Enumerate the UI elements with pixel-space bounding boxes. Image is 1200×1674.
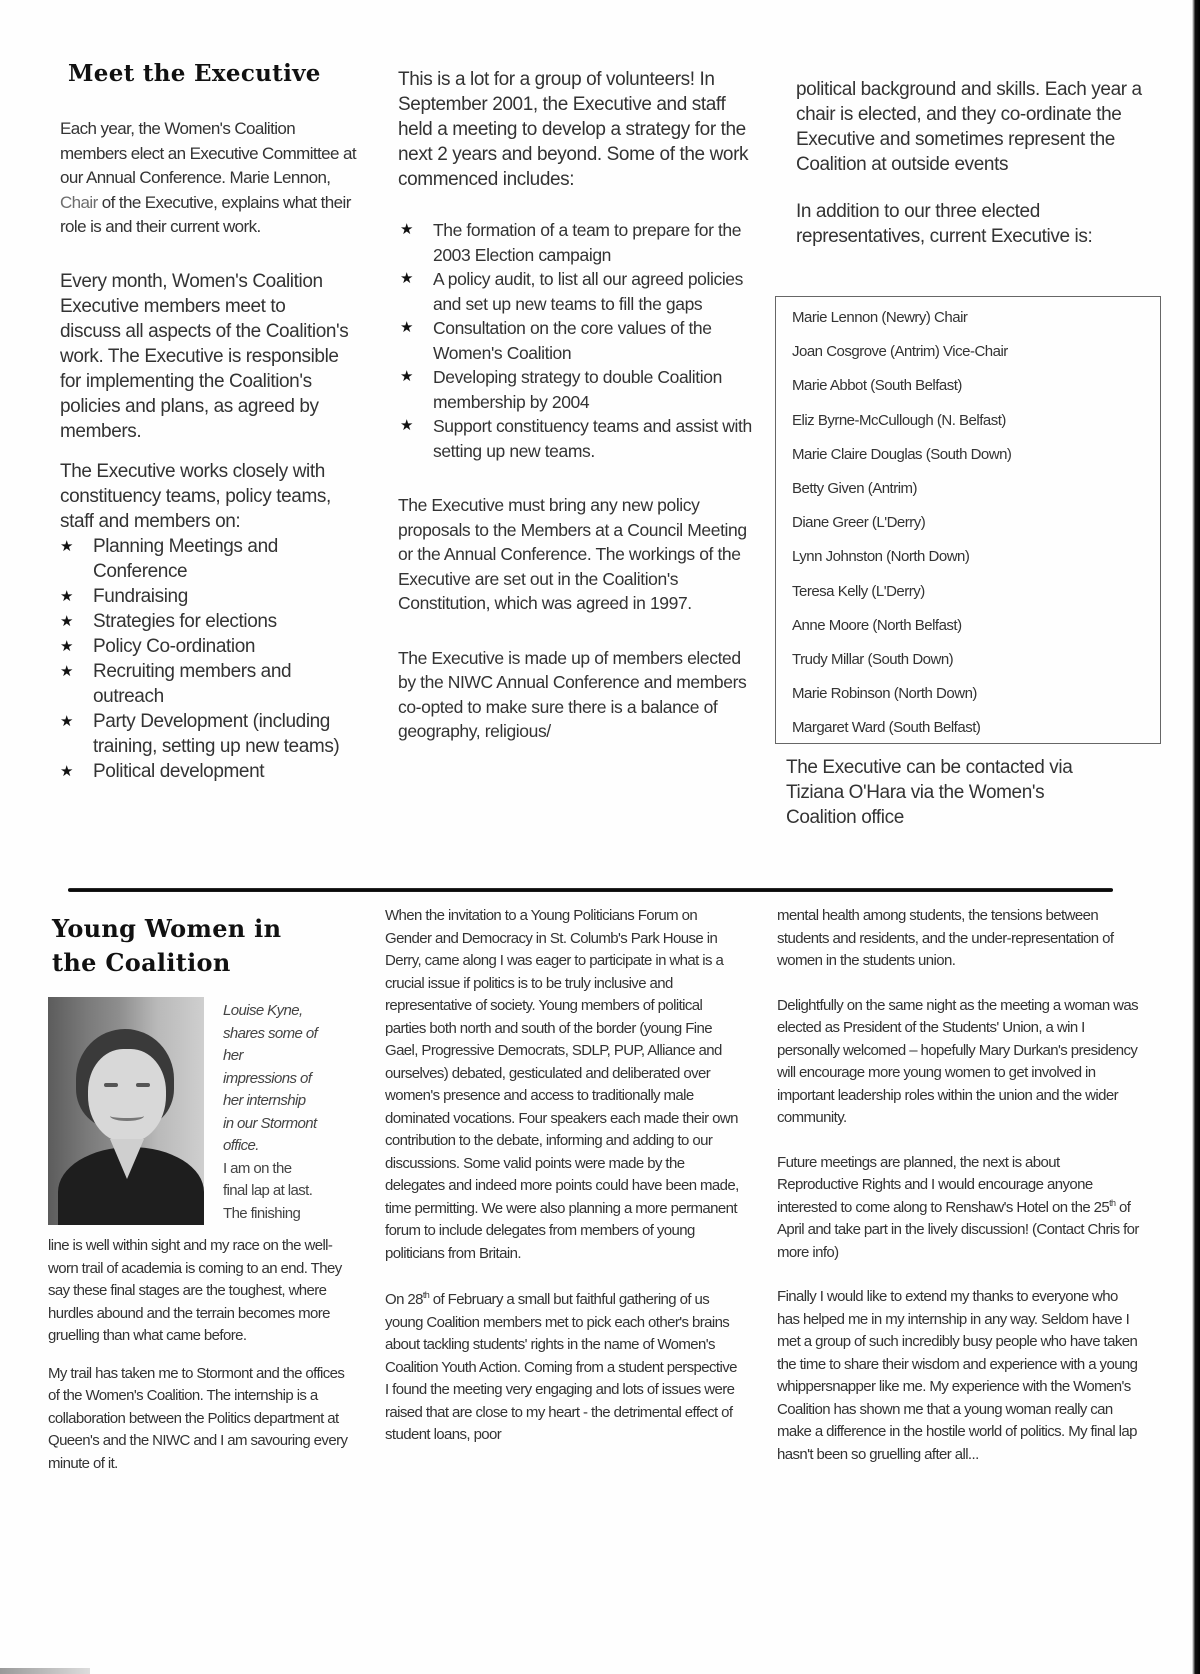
page-edge-bottom (0, 1668, 90, 1674)
list-item (60, 584, 360, 609)
executive-work-list (60, 534, 360, 784)
member-name: Margaret Ward (South Belfast) (792, 719, 981, 737)
list-item (60, 609, 360, 634)
text: of February a small but faithful gathering of us young Coalition members met to pick each other's brains about tackling students' rights in the name of Women's Coalition Youth Action. Coming from a student perspective I found the meeting very engaging and lots of issues were raised that are close to my heart - the detrimental effect of student loans, poor (385, 1291, 737, 1443)
member-name: Marie Lennon (Newry) Chair (792, 309, 968, 326)
executive-para-monthly: Every month, Women's Coalition Executive members meet to discuss all aspects of the Coalition's work. The Executive is responsible for implementing the Coalition's policies and plans, as agreed by members. (60, 270, 349, 442)
list-item (400, 218, 756, 267)
list-item-text: Policy Co-ordination (93, 635, 256, 657)
executive-para-works: The Executive works closely with constituency teams, policy teams, staff and members on: (60, 460, 331, 532)
page-edge-shadow (1192, 0, 1200, 1674)
star-icon: ★ (60, 587, 74, 605)
star-icon: ★ (400, 417, 414, 434)
member-name: Trudy Millar (South Down) (792, 651, 954, 669)
article-para-future-meetings (777, 1152, 1142, 1265)
star-icon: ★ (60, 612, 74, 630)
star-icon: ★ (400, 221, 414, 238)
young-women-column-3 (777, 905, 1142, 1466)
member-name: Anne Moore (North Belfast) (792, 616, 962, 634)
intro-line: her (223, 1047, 243, 1064)
list-item-text: Recruiting members and outreach (93, 660, 292, 707)
intro-text: Each year, the Women's Coalition members elect an Executive Committee at our Annual Conference. Marie Lennon, (60, 119, 356, 187)
list-item (400, 316, 756, 365)
section-divider (68, 888, 1113, 892)
member-name: Marie Abbot (South Belfast) (792, 377, 962, 395)
star-icon: ★ (60, 637, 74, 655)
article-para-thanks: Finally I would like to extend my thanks to everyone who has helped me in my internship in any way. Seldom have I met a group of such incredibly busy people who have taken the time to share their wisdom and experience with a young whippersnapper like me. My experience with the Women's Coalition has shown me that a young woman really can make a difference in the hostile world of politics. My final lap hasn't been so gruelling after all... (777, 1288, 1138, 1463)
photo-face (88, 1049, 166, 1143)
list-item (60, 659, 360, 709)
executive-column-1 (60, 117, 360, 784)
photo-smile (110, 1111, 144, 1121)
article-line: final lap at last. (223, 1182, 313, 1199)
star-icon: ★ (60, 712, 74, 730)
list-item (400, 414, 756, 463)
superscript: th (422, 1290, 430, 1300)
list-item-text: Strategies for elections (93, 610, 277, 632)
executive-members-box (775, 296, 1161, 744)
text: of April and take part in the lively discussion! (Contact Chris for more info) (777, 1198, 1139, 1261)
heading-line-1: Young Women in (52, 914, 282, 943)
article-line: The finishing (223, 1204, 301, 1222)
young-women-column-2 (385, 905, 740, 1447)
list-item-text: Party Development (including training, setting up new teams) (93, 710, 340, 757)
text: Future meetings are planned, the next is about Reproductive Rights and I would encourage anyone interested to come along to Renshaw's Hotel on the 25 (777, 1153, 1110, 1216)
author-intro (223, 1000, 353, 1225)
intro-chair-text: Chair (60, 192, 98, 212)
member-name: Marie Robinson (North Down) (792, 685, 977, 703)
intro-line: her internship (223, 1092, 306, 1109)
article-para-trail: My trail has taken me to Stormont and the offices of the Women's Coalition. The internship is a collaboration between the Politics department at Queen's and the NIWC and I am savouring every minute of it. (48, 1364, 348, 1472)
intro-line: in our Stormont (223, 1114, 317, 1132)
star-icon: ★ (60, 537, 74, 555)
list-item (60, 759, 360, 784)
young-women-column-1 (48, 1235, 353, 1475)
list-item (60, 634, 360, 659)
star-icon: ★ (400, 368, 414, 385)
article-para-president: Delightfully on the same night as the meeting a woman was elected as President of the Students' Union, a win I personally welcomed – hopefully Mary Durkan's presidency will encourage more young women to get involved in important leadership roles within the union and the wider community. (777, 996, 1139, 1126)
list-item (400, 267, 756, 316)
member-name: Marie Claire Douglas (South Down) (792, 445, 1012, 463)
member-name: Teresa Kelly (L'Derry) (792, 582, 925, 600)
intro-line: shares some of (223, 1024, 318, 1042)
intro-text-end: of the Executive, explains what their role is and their current work. (60, 192, 351, 236)
intro-line: impressions of (223, 1069, 312, 1087)
star-icon: ★ (400, 270, 414, 287)
member-name: Joan Cosgrove (Antrim) Vice-Chair (792, 343, 1008, 361)
intro-line: Louise Kyne, (223, 1002, 303, 1019)
member-name: Betty Given (Antrim) (792, 480, 918, 498)
executive-para-representatives: In addition to our three elected representatives, current Executive is: (796, 201, 1093, 247)
text: On 28 (385, 1291, 423, 1308)
article-para-finishing: line is well within sight and my race on the well-worn trail of academia is coming to an end. They say these final stages are the toughest, where hurdles abound and the terrain becomes more gruelling than what came before. (48, 1237, 342, 1344)
list-item-text: Political development (93, 760, 265, 782)
executive-column-3 (796, 77, 1171, 249)
author-photo (48, 997, 204, 1225)
star-icon: ★ (400, 319, 414, 336)
photo-eye (136, 1083, 150, 1087)
member-name: Eliz Byrne-McCullough (N. Belfast) (792, 411, 1006, 429)
list-item (60, 534, 360, 584)
executive-intro (60, 117, 360, 240)
young-women-heading (52, 912, 281, 980)
list-item (400, 365, 756, 414)
article-para-gathering (385, 1289, 740, 1447)
article-para-forum: When the invitation to a Young Politicians Forum on Gender and Democracy in St. Columb's Park House in Derry, came along I was eager to participate in what is a crucial issue if politics is to be truly inclusive and representative of society. Young members of political parties both north and south of the border (young Fine Gael, Progressive Democrats, SDLP, PUP, Alliance and ourselves) debated, gesticulated and deliberated over women's presence and access to traditionally male dominated vocations. Four speakers each made their own contribution to the debate, informing and adding to our discussions. Some valid points were made by the delegates and indeed more points could have been made, time permitting. We were also planning a more permanent forum to include delegates from members of young politicians from Britain. (385, 907, 739, 1262)
list-item-text: Developing strategy to double Coalition membership by 2004 (433, 367, 722, 412)
article-para-issues: mental health among students, the tensions between students and residents, and the under-representation of women in the students union. (777, 907, 1114, 969)
list-item-text: A policy audit, to list all our agreed policies and set up new teams to fill the gaps (433, 269, 743, 314)
article-line: I am on the (223, 1159, 292, 1177)
list-item-text: Support constituency teams and assist with setting up new teams. (433, 416, 752, 461)
member-name: Diane Greer (L'Derry) (792, 514, 926, 532)
photo-eye (104, 1083, 118, 1087)
executive-strategy-list (400, 218, 756, 463)
executive-contact: The Executive can be contacted via Tiziana O'Hara via the Women's Coalition office (786, 757, 1073, 828)
list-item-text: Fundraising (93, 585, 188, 607)
star-icon: ★ (60, 662, 74, 680)
list-item-text: The formation of a team to prepare for the 2003 Election campaign (433, 220, 742, 265)
star-icon: ★ (60, 762, 74, 780)
list-item-text: Planning Meetings and Conference (93, 535, 278, 582)
executive-heading: Meet the Executive (68, 60, 321, 87)
superscript: th (1109, 1197, 1116, 1208)
list-item-text: Consultation on the core values of the Women's Coalition (433, 318, 712, 363)
intro-line: office. (223, 1137, 259, 1154)
executive-para-proposals: The Executive must bring any new policy proposals to the Members at a Council Meeting or the Annual Conference. The workings of the Executive are set out in the Coalition's Constitution, which was agreed in 1997. (398, 495, 747, 613)
executive-para-membership: The Executive is made up of members elected by the NIWC Annual Conference and members co-opted to make sure there is a balance of geography, religious/ (398, 647, 747, 741)
heading-line-2: the Coalition (52, 948, 231, 977)
executive-para-volunteers: This is a lot for a group of volunteers! In September 2001, the Executive and staff held a meeting to develop a strategy for the next 2 years and beyond. Some of the work commenced includes: (398, 69, 749, 190)
executive-para-chair: political background and skills. Each year a chair is elected, and they co-ordinate the Executive and sometimes represent the Coalition at outside events (796, 79, 1142, 175)
member-name: Lynn Johnston (North Down) (792, 548, 970, 566)
list-item (60, 709, 360, 759)
executive-column-2 (398, 67, 758, 744)
